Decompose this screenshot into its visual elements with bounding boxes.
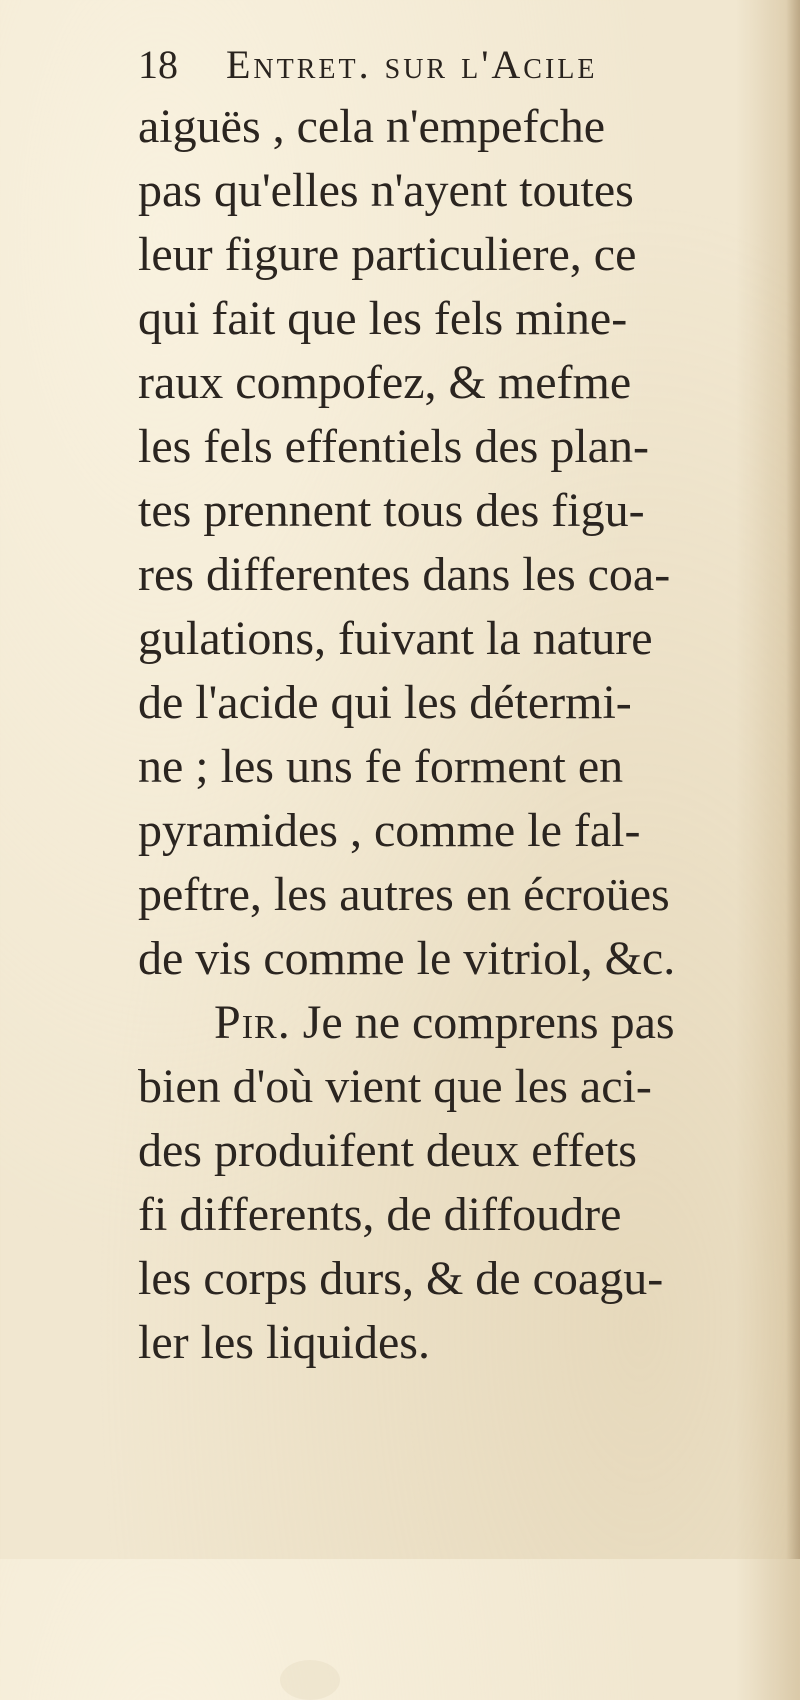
text-line: aiguës , cela n'empefche [138, 100, 606, 153]
speech-first-line [138, 991, 778, 1055]
text-line: qui fait que les fels mine- [138, 292, 628, 345]
text-line: peftre, les autres en écroües [138, 868, 670, 921]
paper-stain [280, 1660, 340, 1700]
text-line: pyramides , comme le fal- [138, 804, 641, 857]
text-line: leur figure particuliere, ce [138, 228, 637, 281]
text-line: de l'acide qui les détermi- [138, 676, 632, 729]
text-line: gulations, fuivant la nature [138, 612, 653, 665]
running-head [138, 40, 698, 90]
text-line: bien d'où vient que les aci- [138, 1060, 652, 1113]
text-line: les corps durs, & de coagu- [138, 1252, 664, 1305]
page-edge-shadow [786, 0, 800, 1559]
body-text [138, 95, 778, 1375]
text-line: ne ; les uns fe forment en [138, 740, 624, 793]
text-line: des produifent deux effets [138, 1124, 637, 1177]
text-line: fi differents, de diffoudre [138, 1188, 622, 1241]
text-line: raux compofez, & mefme [138, 356, 632, 409]
text-line: de vis comme le vitriol, &c. [138, 932, 676, 985]
text-line: tes prennent tous des figu- [138, 484, 645, 537]
speech-text: Je ne comprens pas [302, 996, 675, 1049]
text-line: ler les liquides. [138, 1316, 430, 1369]
running-title: Entret. sur l'Acile [226, 42, 598, 87]
text-line: les fels effentiels des plan- [138, 420, 649, 473]
page-number: 18 [138, 42, 178, 87]
text-line: res differentes dans les coa- [138, 548, 671, 601]
speaker-name: Pir. [214, 996, 291, 1049]
text-line: pas qu'elles n'ayent toutes [138, 164, 634, 217]
